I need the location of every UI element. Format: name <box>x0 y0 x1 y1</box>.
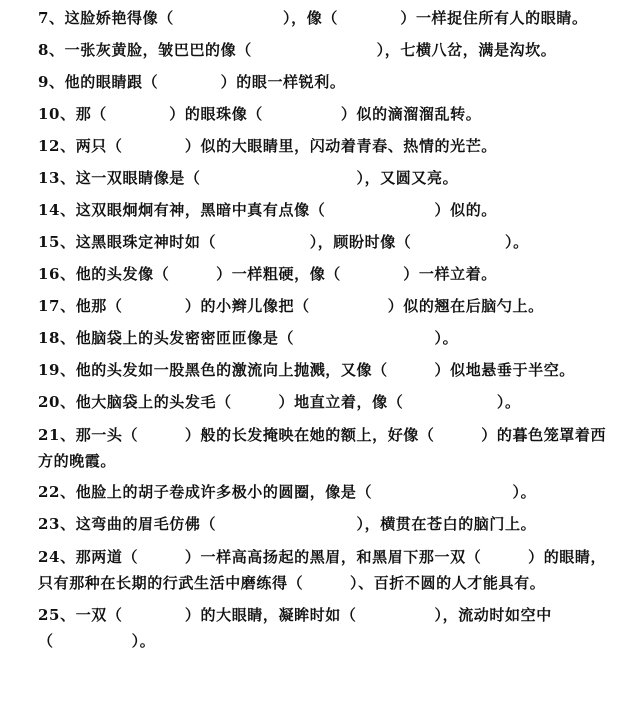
item-text: 两只（ ）似的大眼睛里，闪动着青春、热情的光芒。 <box>75 137 497 155</box>
item-number: 25、 <box>38 606 76 624</box>
list-item <box>38 544 612 596</box>
item-text: 他的头发像（ ）一样粗硬，像（ ）一样立着。 <box>75 265 497 283</box>
item-number: 16、 <box>38 265 76 283</box>
item-number: 17、 <box>38 297 76 315</box>
list-item <box>38 294 612 318</box>
list-item <box>38 390 612 414</box>
item-text: 他的眼睛跟（ ）的眼一样锐利。 <box>64 73 346 91</box>
item-text: 这脸娇艳得像（ ），像（ ）一样捉住所有人的眼睛。 <box>64 9 588 27</box>
item-text: 一张灰黄脸，皱巴巴的像（ ），七横八岔，满是沟坎。 <box>64 41 557 59</box>
list-item <box>38 70 612 94</box>
item-number: 8、 <box>38 41 65 59</box>
item-number: 10、 <box>38 105 76 123</box>
item-text: 他的头发如一股黑色的激流向上抛溅，又像（ ）似地悬垂于半空。 <box>75 361 575 379</box>
item-text: 那（ ）的眼珠像（ ）似的滴溜溜乱转。 <box>75 105 482 123</box>
list-item <box>38 166 612 190</box>
item-number: 23、 <box>38 515 76 533</box>
item-text: 那两道（ ）一样高高扬起的黑眉，和黑眉下那一双（ ）的眼睛，只有那种在长期的行武生活中磨练得（ ）、百折不圆的人才能具有。 <box>38 548 607 592</box>
item-number: 13、 <box>38 169 76 187</box>
item-text: 那一头（ ）般的长发掩映在她的额上，好像（ ）的暮色笼罩着西方的晚霞。 <box>38 426 607 470</box>
item-number: 22、 <box>38 483 76 501</box>
list-item <box>38 422 612 474</box>
item-text: 这一双眼睛像是（ ），又圆又亮。 <box>75 169 459 187</box>
item-number: 12、 <box>38 137 76 155</box>
list-item <box>38 198 612 222</box>
item-number: 21、 <box>38 426 76 444</box>
list-item <box>38 230 612 254</box>
item-number: 7、 <box>38 9 65 27</box>
item-text: 他脸上的胡子卷成许多极小的圆圈，像是（ ）。 <box>75 483 537 501</box>
list-item <box>38 262 612 286</box>
list-item <box>38 134 612 158</box>
list-item <box>38 602 612 654</box>
item-number: 9、 <box>38 73 65 91</box>
list-item <box>38 512 612 536</box>
item-text: 这黑眼珠定神时如（ ），顾盼时像（ ）。 <box>75 233 529 251</box>
item-text: 这弯曲的眉毛仿佛（ ），横贯在苍白的脑门上。 <box>75 515 537 533</box>
list-item <box>38 38 612 62</box>
item-number: 20、 <box>38 393 76 411</box>
list-item <box>38 326 612 350</box>
item-number: 14、 <box>38 201 76 219</box>
item-number: 15、 <box>38 233 76 251</box>
item-number: 24、 <box>38 548 76 566</box>
item-number: 19、 <box>38 361 76 379</box>
item-text: 一双（ ）的大眼睛，凝眸时如（ ），流动时如空中（ ）。 <box>38 606 552 650</box>
item-text: 这双眼炯炯有神，黑暗中真有点像（ ）似的。 <box>75 201 497 219</box>
list-item <box>38 6 612 30</box>
item-number: 18、 <box>38 329 76 347</box>
list-item <box>38 480 612 504</box>
item-text: 他大脑袋上的头发毛（ ）地直立着，像（ ）。 <box>75 393 521 411</box>
item-text: 他脑袋上的头发密密匝匝像是（ ）。 <box>75 329 459 347</box>
item-text: 他那（ ）的小辫儿像把（ ）似的翘在后脑勺上。 <box>75 297 544 315</box>
list-item <box>38 358 612 382</box>
list-item <box>38 102 612 126</box>
